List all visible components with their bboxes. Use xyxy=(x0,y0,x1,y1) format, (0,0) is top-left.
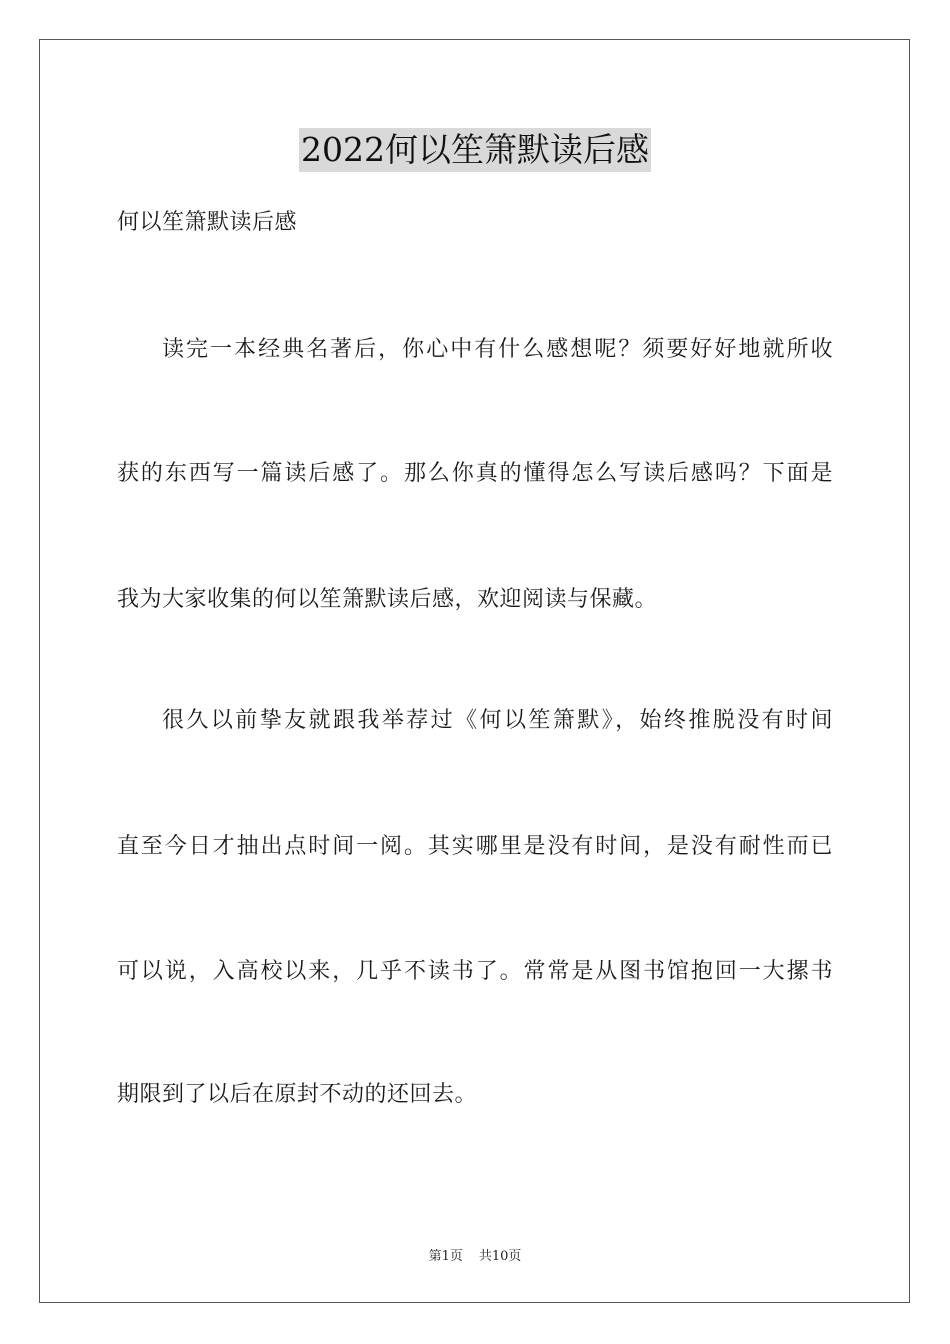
paragraph-2-line-2: 直至今日才抽出点时间一阅。其实哪里是没有时间，是没有耐性而已 xyxy=(117,834,833,859)
paragraph-2-line-1: 很久以前挚友就跟我举荐过《何以笙箫默》，始终推脱没有时间 xyxy=(162,708,833,733)
page-total: 共10页 xyxy=(478,1249,522,1264)
document-title xyxy=(0,128,950,172)
paragraph-1-line-2: 获的东西写一篇读后感了。那么你真的懂得怎么写读后感吗？下面是 xyxy=(117,461,833,486)
page-number: 第1页 xyxy=(428,1249,463,1264)
paragraph-1-line-1: 读完一本经典名著后，你心中有什么感想呢？须要好好地就所收 xyxy=(162,337,833,362)
paragraph-2-line-3: 可以说，入高校以来，几乎不读书了。常常是从图书馆抱回一大摞书 xyxy=(117,959,833,984)
paragraph-2-line-4: 期限到了以后在原封不动的还回去。 xyxy=(117,1082,478,1107)
title-text: 2022何以笙箫默读后感 xyxy=(299,128,651,172)
paragraph-1-line-3: 我为大家收集的何以笙箫默读后感，欢迎阅读与保藏。 xyxy=(117,587,658,612)
subtitle-line: 何以笙箫默读后感 xyxy=(117,210,298,235)
page-footer xyxy=(0,1247,950,1267)
